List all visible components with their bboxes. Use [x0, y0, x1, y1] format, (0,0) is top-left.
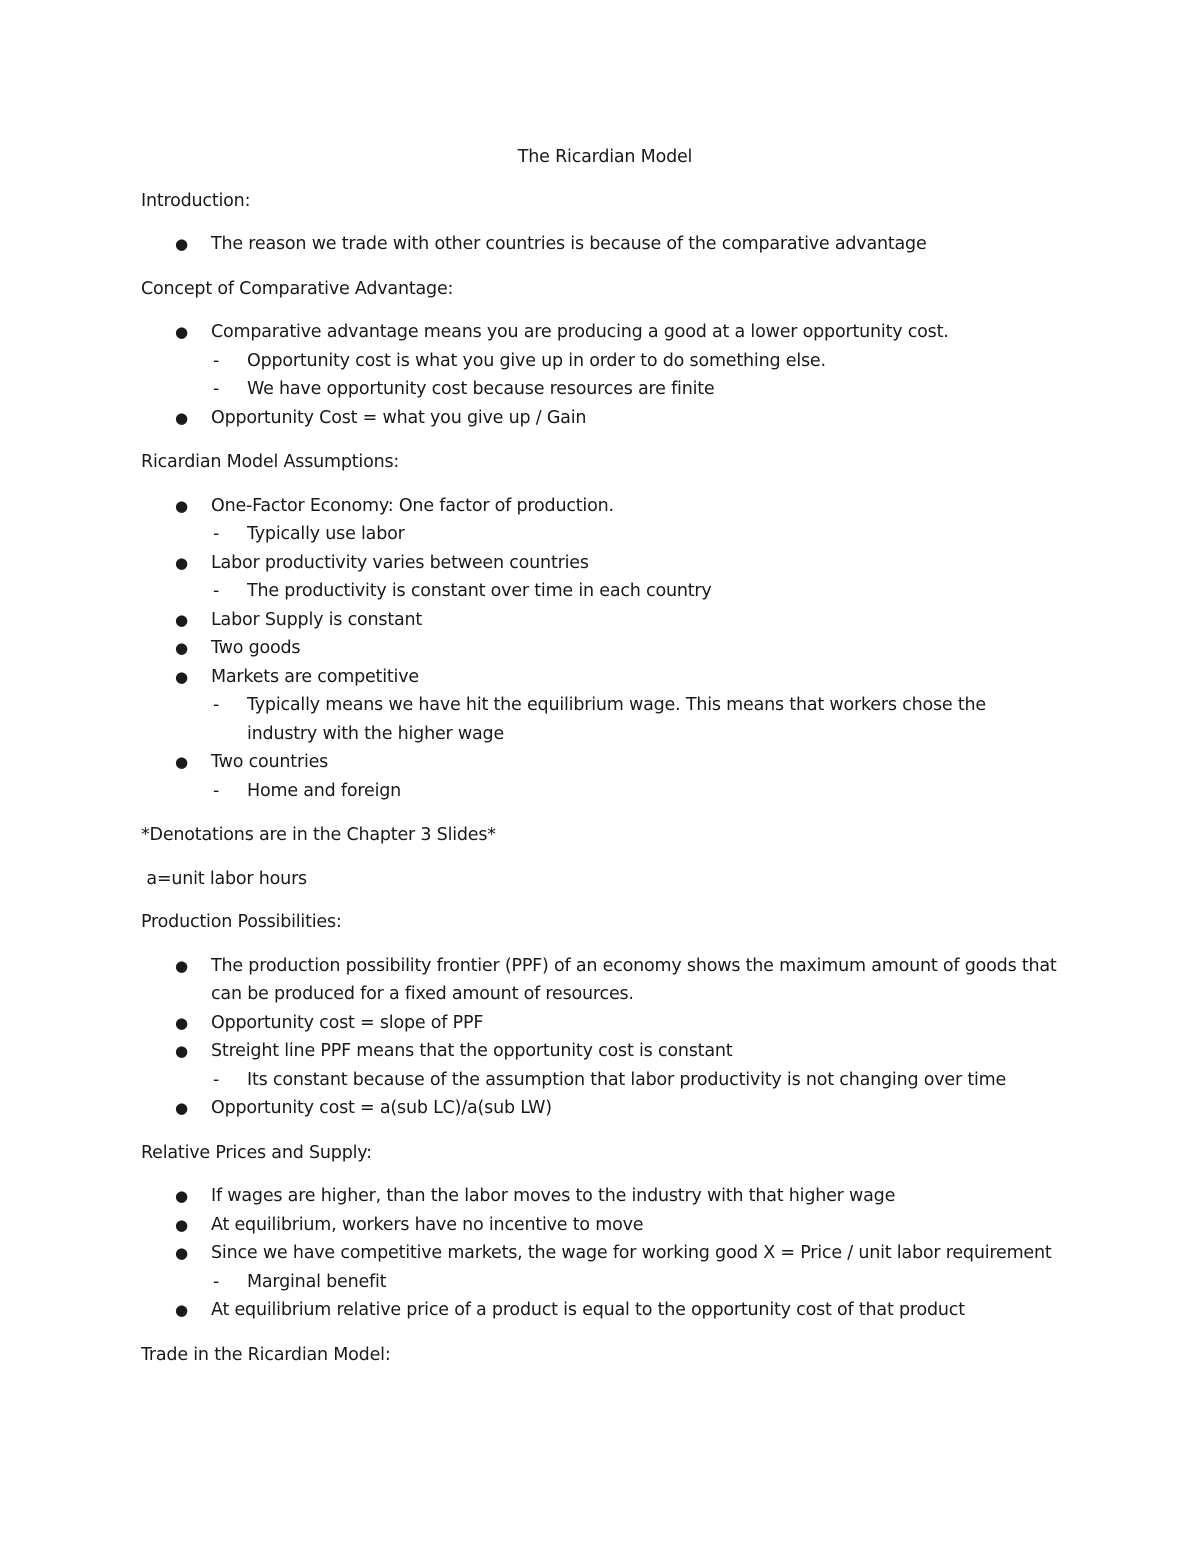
- bullet-list: [141, 230, 1061, 259]
- sub-bullet-list: [211, 691, 1061, 748]
- dash-icon: -: [213, 1069, 220, 1090]
- sub-bullet-item: [211, 577, 1061, 606]
- sub-bullet-item: [211, 1268, 1061, 1297]
- bullet-item: [141, 1239, 1061, 1296]
- sub-bullet-text: The productivity is constant over time in each country: [247, 581, 712, 601]
- bullet-icon: ●: [175, 1042, 188, 1060]
- document-body: [141, 187, 1061, 1370]
- bullet-item: [141, 318, 1061, 404]
- bullet-icon: ●: [175, 667, 188, 686]
- section-heading: Relative Prices and Supply:: [141, 1142, 372, 1163]
- section-heading: Production Possibilities:: [141, 912, 342, 932]
- sub-bullet-text: Its constant because of the assumption that labor productivity is not changing over time: [247, 1069, 1007, 1090]
- bullet-text: Labor Supply is constant: [211, 609, 423, 630]
- bullet-item: [141, 952, 1061, 1009]
- dash-icon: -: [213, 780, 220, 801]
- bullet-item: [141, 404, 1061, 433]
- bullet-item: [141, 1296, 1061, 1325]
- sub-bullet-item: [211, 520, 1061, 549]
- sub-bullet-list: [211, 1066, 1061, 1095]
- bullet-text: One-Factor Economy: One factor of production.: [211, 495, 614, 516]
- section-heading: Introduction:: [141, 190, 251, 211]
- bullet-icon: ●: [175, 323, 188, 341]
- sub-bullet-item: [211, 777, 1061, 806]
- bullet-text: Comparative advantage means you are producing a good at a lower opportunity cost.: [211, 322, 949, 342]
- bullet-list: [141, 952, 1061, 1123]
- bullet-icon: ●: [175, 408, 188, 427]
- bullet-icon: ●: [175, 753, 188, 771]
- bullet-text: If wages are higher, than the labor moves to the industry with that higher wage: [211, 1186, 896, 1206]
- bullet-text: At equilibrium, workers have no incentive to move: [211, 1214, 644, 1235]
- bullet-icon: ●: [175, 956, 188, 975]
- bullet-item: [141, 1211, 1061, 1240]
- sub-bullet-list: [211, 577, 1061, 606]
- sub-bullet-list: [211, 520, 1061, 549]
- bullet-icon: ●: [175, 553, 188, 572]
- bullet-item: [141, 634, 1061, 663]
- bullet-item: [141, 1037, 1061, 1094]
- bullet-icon: ●: [175, 1215, 188, 1234]
- bullet-icon: ●: [175, 610, 188, 629]
- bullet-icon: ●: [175, 235, 188, 253]
- dash-icon: -: [213, 524, 220, 544]
- bullet-icon: ●: [175, 1099, 188, 1117]
- bullet-text: The reason we trade with other countries is because of the comparative advantage: [211, 234, 927, 254]
- sub-bullet-list: [211, 777, 1061, 806]
- sub-bullet-text: Home and foreign: [247, 780, 402, 801]
- bullet-item: [141, 748, 1061, 805]
- dash-icon: -: [213, 695, 220, 715]
- bullet-icon: ●: [175, 1244, 188, 1262]
- bullet-item: [141, 1182, 1061, 1211]
- bullet-text: Opportunity Cost = what you give up / Gain: [211, 407, 587, 428]
- bullet-text: Opportunity cost = a(sub LC)/a(sub LW): [211, 1098, 552, 1118]
- bullet-text: Since we have competitive markets, the wage for working good X = Price / unit labor requirement: [211, 1243, 1052, 1263]
- bullet-icon: ●: [175, 496, 188, 515]
- note-line: a=unit labor hours: [141, 868, 307, 889]
- sub-bullet-text: We have opportunity cost because resources are finite: [247, 379, 715, 399]
- bullet-item: [141, 1094, 1061, 1123]
- bullet-icon: ●: [175, 1013, 188, 1032]
- bullet-item: [141, 230, 1061, 259]
- sub-bullet-item: [211, 1066, 1061, 1095]
- document-title: The Ricardian Model: [517, 147, 693, 167]
- dash-icon: -: [213, 1271, 220, 1292]
- bullet-text: Opportunity cost = slope of PPF: [211, 1012, 484, 1033]
- sub-bullet-text: Typically means we have hit the equilibrium wage. This means that workers chose the industry with the higher wage: [247, 695, 986, 744]
- sub-bullet-list: [211, 1268, 1061, 1297]
- bullet-list: [141, 318, 1061, 432]
- section-heading: Trade in the Ricardian Model:: [141, 1344, 391, 1365]
- bullet-list: [141, 492, 1061, 806]
- bullet-item: [141, 549, 1061, 606]
- bullet-item: [141, 606, 1061, 635]
- note-line: *Denotations are in the Chapter 3 Slides*: [141, 825, 496, 845]
- bullet-text: The production possibility frontier (PPF) of an economy shows the maximum amount of goods that can be produced for a fixed amount of resources.: [211, 955, 1057, 1004]
- bullet-icon: ●: [175, 639, 188, 657]
- sub-bullet-item: [211, 375, 1061, 404]
- section-heading: Concept of Comparative Advantage:: [141, 278, 454, 299]
- bullet-list: [141, 1182, 1061, 1325]
- dash-icon: -: [213, 350, 220, 371]
- bullet-item: [141, 663, 1061, 749]
- sub-bullet-text: Marginal benefit: [247, 1271, 387, 1292]
- section-heading: Ricardian Model Assumptions:: [141, 452, 400, 472]
- bullet-item: [141, 492, 1061, 549]
- bullet-text: Two goods: [211, 638, 301, 658]
- bullet-text: At equilibrium relative price of a product is equal to the opportunity cost of that product: [211, 1300, 965, 1320]
- bullet-icon: ●: [175, 1301, 188, 1319]
- sub-bullet-item: [211, 691, 1061, 748]
- bullet-item: [141, 1009, 1061, 1038]
- document-page: [141, 143, 1061, 1384]
- dash-icon: -: [213, 581, 220, 601]
- sub-bullet-text: Typically use labor: [247, 524, 405, 544]
- sub-bullet-item: [211, 347, 1061, 376]
- sub-bullet-text: Opportunity cost is what you give up in order to do something else.: [247, 350, 826, 371]
- bullet-text: Labor productivity varies between countries: [211, 552, 589, 573]
- dash-icon: -: [213, 379, 220, 399]
- bullet-text: Two countries: [211, 752, 329, 772]
- bullet-text: Streight line PPF means that the opportunity cost is constant: [211, 1041, 733, 1061]
- bullet-text: Markets are competitive: [211, 666, 419, 687]
- bullet-icon: ●: [175, 1187, 188, 1205]
- sub-bullet-list: [211, 347, 1061, 404]
